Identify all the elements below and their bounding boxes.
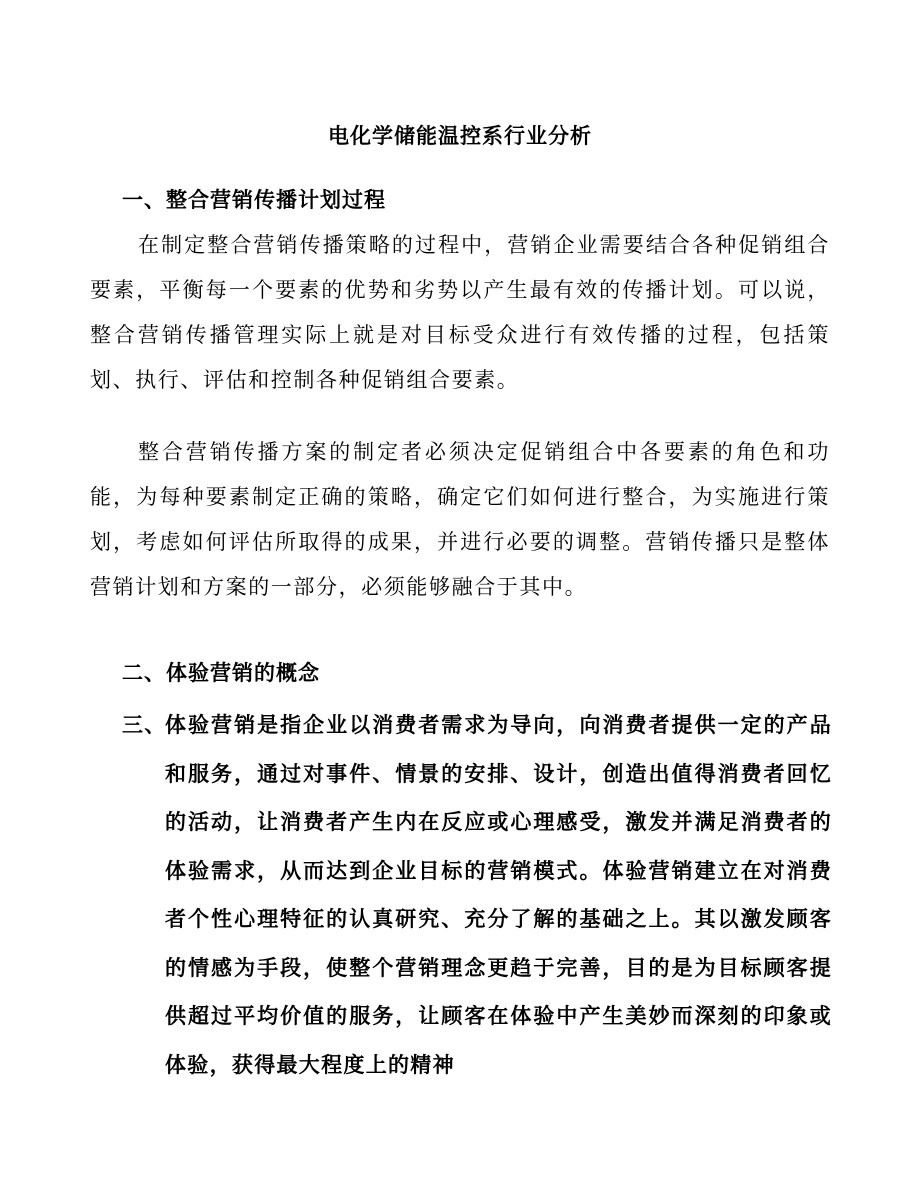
item-body: 体验营销是指企业以消费者需求为导向，向消费者提供一定的产品和服务，通过对事件、情景的安排、设计，创造出值得消费者回忆的活动，让消费者产生内在反应或心理感受，激发并满足消费者的体验需求，从而达到企业目标的营销模式。体验营销建立在对消费者个性心理特征的认真研究、充分了解的基础之上。其以激发顾客的情感为手段，使整个营销理念更趋于完善，目的是为目标顾客提供超过平均价值的服务，让顾客在体验中产生美妙而深刻的印象或体验，获得最大程度上的精神 bbox=[165, 712, 832, 1077]
item-number: 三、 bbox=[122, 712, 167, 737]
section-heading-2: 二、体验营销的概念 bbox=[122, 660, 320, 685]
section-heading-1: 一、整合营销传播计划过程 bbox=[122, 187, 386, 212]
document-title: 电化学储能温控系行业分析 bbox=[328, 123, 592, 148]
numbered-item-3 bbox=[122, 701, 832, 1089]
paragraph-2: 整合营销传播方案的制定者必须决定促销组合中各要素的角色和功能，为每种要素制定正确的策略，确定它们如何进行整合，为实施进行策划，考虑如何评估所取得的成果，并进行必要的调整。营销传播只是整体营销计划和方案的一部分，必须能够融合于其中。 bbox=[90, 440, 830, 599]
paragraph-1: 在制定整合营销传播策略的过程中，营销企业需要结合各种促销组合要素，平衡每一个要素的优势和劣势以产生最有效的传播计划。可以说，整合营销传播管理实际上就是对目标受众进行有效传播的过程，包括策划、执行、评估和控制各种促销组合要素。 bbox=[90, 233, 830, 392]
